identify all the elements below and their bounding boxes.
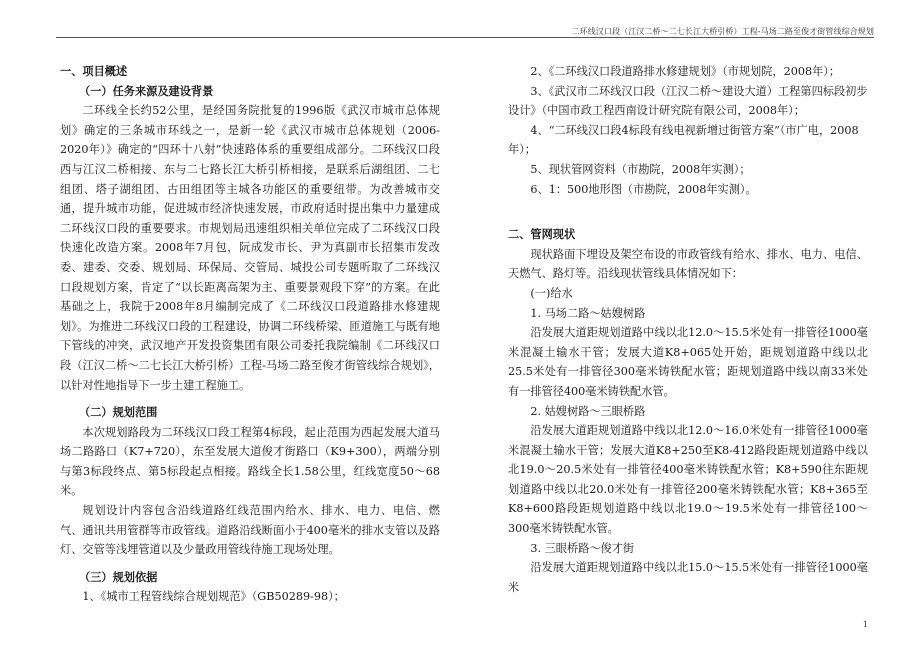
reference-item-1: 1、《城市工程管线综合规划规范》（GB50289-98）；	[82, 590, 345, 604]
section-2-title: 二、管网现状	[508, 227, 576, 242]
reference-item-6: 6、1：500地形图（市勘院，2008年实测）。	[530, 182, 757, 196]
segment-1-paragraph: 沿发展大道距规划道路中线以北12.0～15.5米处有一排管径1000毫米混凝土输水干管；发展大道K8+065处开始，距规划道路中线以北25.5米处有一排管径300毫米铸铁配水管；距规划道路中线以南33米处有一排管径400毫米铸铁配水管。	[508, 326, 868, 398]
scope-paragraph-2: 规划设计内容包含沿线道路红线范围内给水、排水、电力、电信、燃气、通讯共用管群等市政管线。道路沿线断面小于400毫米的排水支管以及路灯、交管等浅埋管道以及少量政用管线待施工现场处理。	[60, 504, 440, 557]
left-column	[60, 62, 440, 607]
background-paragraph: 二环线全长约52公里，是经国务院批复的1996版《武汉市城市总体规划》确定的三条城市环线之一，是新一轮《武汉市城市总体规划（2006-2020年）》确定的“四环十八射”快速路体系的重要组成部分。二环线汉口段西与江汉二桥相接、东与二七路长江大桥引桥相接，是联系后湖组团、二七组团、塔子湖组团、古田组团等主城各功能区的重要纽带。为改善城市交通，提升城市功能，促进城市经济快速发展，市政府适时提出集中力量建成二环线汉口段的重要要求。市规划局迅速组织相关单位完成了二环线汉口段快速化改造方案。2008年7月包，阮成发市长、尹为真副市长招集市发改委、建委、交委、规划局、环保局、交管局、城投公司专题听取了二环线汉口段规划方案，肯定了“以长距离高架为主、重要景观段下穿”的方案。在此基础之上，我院于2008年8月编制完成了《二环线汉口段道路排水修建规划》。为推进二环线汉口段的工程建设，协调二环线桥梁、匝道施工与既有地下管线的冲突，武汉地产开发投资集团有限公司委托我院编制《二环线汉口段（江汉二桥～二七长江大桥引桥）工程-马场二路至俊才街管线综合规划》，以针对性地指导下一步土建工程施工。	[60, 104, 440, 392]
page-number: 1	[862, 620, 868, 629]
reference-item-2: 2、《二环线汉口段道路排水修建规划》（市规划院，2008年）；	[530, 65, 841, 78]
header-rule	[56, 37, 874, 38]
segment-2-paragraph: 沿发展大道距规划道路中线以北12.0～16.0米处有一排管径1000毫米混凝土输水干管；发展大道K8+250至K8-412路段距规划道路中线以北19.0～20.5米处有一排管径400毫米铸铁配水管；K8+590往东距规划道路中线以北20.0米处有一排管径200毫米铸铁配水管；K8+365至K8+600路段距规划道路中线以北19.0～19.5米处有一排管径100～300毫米铸铁配水管。	[508, 424, 868, 536]
subsection-3-title: （三）规划依据	[79, 569, 158, 584]
reference-item-4: 4、“二环线汉口段4标段有线电视新增过街管方案”（市广电，2008年）；	[508, 123, 859, 157]
scope-paragraph-1: 本次规划路段为二环线汉口段工程第4标段，起止范围为西起发展大道马场二路路口（K7+720），东至发展大道俊才街路口（K9+300），两端分别与第3标段终点、第5标段起点相接。路线全长1.58公里，红线宽度50～68米。	[60, 425, 440, 498]
reference-item-5: 5、现状管网资料（市勘院，2008年实测）；	[530, 162, 751, 176]
segment-1-title: 1. 马场二路～姑嫂树路	[530, 306, 646, 320]
reference-item-3: 3、《武汉市二环线汉口段（江汉二桥～建设大道）工程第四标段初步设计》（中国市政工程西南设计研究院有限公司，2008年）；	[508, 84, 868, 118]
segment-3-paragraph: 沿发展大道距规划道路中线以北15.0～15.5米处有一排管径1000毫米	[508, 561, 868, 594]
subsection-1-title: （一）任务来源及建设背景	[79, 83, 214, 98]
subsection-2-title: （二）规划范围	[79, 405, 158, 420]
right-column	[508, 62, 868, 597]
water-supply-title: (一)给水	[530, 286, 573, 300]
segment-2-title: 2. 姑嫂树路～三眼桥路	[530, 404, 646, 418]
running-header: 二环线汉口段（江汉二桥～二七长江大桥引桥）工程-马场二路至俊才街管线综合规划	[571, 27, 874, 36]
pipeline-intro: 现状路面下埋设及架空布设的市政管线有给水、排水、电力、电信、天燃气、路灯等。沿线现状管线具体情况如下：	[508, 247, 868, 281]
segment-3-title: 3. 三眼桥路～俊才街	[530, 541, 635, 555]
section-1-title: 一、项目概述	[60, 64, 128, 78]
